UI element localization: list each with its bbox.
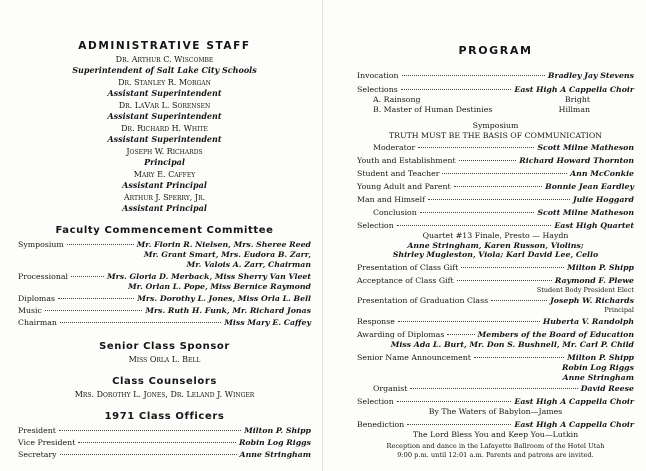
staff-name: Dr. Stanley R. Morgan (118, 78, 211, 87)
program-label: Senior Name Announcement (357, 353, 471, 362)
quartet-title: Quartet #13 Finale, Presto — Haydn (422, 231, 569, 240)
program-item-young-adult (357, 182, 634, 192)
program-value: Raymond F. Plewe (554, 275, 634, 285)
dot-leader (59, 430, 241, 431)
symposium-theme: TRUTH MUST BE THE BASIS OF COMMUNICATION (388, 131, 603, 140)
committee-role: Diplomas (18, 294, 55, 303)
program-value: Scott Milne Matheson (537, 143, 634, 152)
dot-leader (78, 442, 236, 443)
dot-leader (418, 147, 534, 148)
committee-members: Mrs. Dorothy L. Jones, Miss Orla L. Bell (137, 294, 311, 303)
selection-item (357, 95, 634, 105)
reception-note: Reception and dance in the Lafayette Ballroom of the Hotel Utah (386, 442, 605, 450)
program-item-invocation (357, 71, 634, 81)
selection-item (357, 105, 634, 115)
program-item-selections (357, 85, 634, 95)
staff-name: Joseph W. Richards (126, 147, 203, 156)
dot-leader (428, 199, 570, 200)
program-value: East High A Cappella Choir (514, 397, 634, 406)
program-value-title: Principal (604, 305, 634, 314)
dot-leader (461, 267, 564, 268)
program-label: Moderator (373, 143, 416, 152)
committee-row-processional (18, 272, 311, 282)
dot-leader (401, 89, 512, 90)
committee-row-music (18, 306, 311, 316)
dot-leader (397, 401, 512, 402)
selection-composer: Bright (564, 95, 590, 104)
staff-entry (18, 101, 311, 121)
staff-entry (18, 124, 311, 144)
benediction-song: The Lord Bless You and Keep You—Lutkin (412, 430, 579, 439)
staff-entry (18, 55, 311, 75)
program-value-cont: Miss Ada L. Burt, Mr. Don S. Bushnell, Mr. Carl P. Child (390, 339, 634, 349)
dot-leader (410, 388, 577, 389)
program-label: Acceptance of Class Gift (357, 275, 454, 285)
committee-row-symposium (18, 240, 311, 250)
staff-entry (18, 193, 311, 213)
selection-composer: Hillman (558, 104, 590, 114)
program-value-cont: Robin Log Riggs (561, 363, 634, 372)
staff-title: Assistant Principal (122, 180, 207, 190)
program-value-title: Student Body President Elect (536, 285, 634, 294)
program-item-graduation-class (357, 296, 634, 306)
program-label: Presentation of Graduation Class (357, 295, 489, 305)
admin-heading: ADMINISTRATIVE STAFF (78, 40, 251, 52)
dot-leader (67, 244, 134, 245)
program-label: Invocation (357, 71, 399, 80)
officers-list (18, 426, 311, 460)
dot-leader (45, 310, 142, 311)
program-value-cont: Anne Stringham (562, 372, 634, 382)
program-value: Bradley Jay Stevens (547, 71, 634, 80)
program-value: Richard Howard Thornton (519, 156, 634, 165)
program-item-selection (357, 221, 634, 231)
dot-leader (491, 300, 547, 301)
selection-title: B. Master of Human Destinies (373, 104, 493, 114)
staff-entry (18, 170, 311, 190)
committee-role: Chairman (18, 318, 57, 327)
dot-leader (447, 334, 474, 335)
program-item-youth (357, 156, 634, 166)
staff-title: Assistant Principal (122, 203, 207, 213)
staff-entry (18, 147, 311, 167)
dot-leader (474, 357, 564, 358)
program-item-response (357, 317, 634, 327)
program-heading: PROGRAM (458, 44, 533, 57)
program-value: East High A Cappella Choir (514, 420, 634, 429)
committee-members: Mrs. Ruth H. Funk, Mr. Richard Jonas (145, 306, 311, 315)
counselors-heading: Class Counselors (112, 376, 217, 387)
staff-name: Arthur J. Sperry, Jr. (123, 193, 206, 202)
program-value: Members of the Board of Education (477, 329, 634, 339)
selection-title: A. Rainsong (373, 95, 421, 104)
committee-row-diplomas (18, 294, 311, 304)
officer-row (18, 438, 311, 448)
program-item-senior-names (357, 353, 634, 363)
officer-role: President (18, 426, 56, 435)
program-label: Youth and Establishment (357, 156, 456, 165)
program-item-conclusion (357, 208, 634, 218)
officer-row (18, 450, 311, 460)
program-item-student (357, 169, 634, 179)
program-value: East High A Cappella Choir (514, 85, 634, 94)
staff-name: Dr. Arthur C. Wiscombe (115, 55, 214, 64)
staff-name: Mary E. Caffey (133, 170, 196, 179)
officer-name: Milton P. Shipp (244, 426, 311, 435)
program-item-diplomas (357, 330, 634, 340)
officer-role: Secretary (18, 450, 57, 459)
committee-role: Processional (18, 272, 69, 281)
quartet-players: Shirley Mugleston, Viola; Karl David Lee, Cello (392, 250, 599, 259)
program-value: Milton P. Shipp (567, 353, 634, 362)
program-label: Response (357, 316, 395, 326)
committee-role: Symposium (18, 240, 64, 249)
dot-leader (407, 424, 511, 425)
symposium-label: Symposium (472, 121, 519, 130)
committee-members-cont: Mr. Valois A. Zarr, Chairman (186, 260, 311, 269)
dot-leader (454, 186, 543, 187)
program-value: Joseph W. Richards (550, 295, 634, 305)
dot-leader (397, 225, 552, 226)
program-value: East High Quartet (554, 221, 634, 230)
program-item-man (357, 195, 634, 205)
officers-heading: 1971 Class Officers (104, 411, 225, 422)
dot-leader (58, 298, 134, 299)
sponsor-name: Miss Orla L. Bell (128, 355, 201, 364)
sponsor-heading: Senior Class Sponsor (99, 341, 230, 352)
program-value: Scott Milne Matheson (537, 208, 634, 217)
committee-members-cont: Mr. Orlan L. Pope, Miss Bernice Raymond (128, 282, 311, 291)
program-value: David Reese (580, 384, 634, 393)
program-item-selection-2 (357, 397, 634, 407)
dot-leader (459, 160, 517, 161)
program-label: Selection (357, 221, 394, 230)
program-item-accept-gift (357, 276, 634, 286)
committee-members: Miss Mary E. Caffey (224, 318, 311, 327)
program-value: Ann McConkie (570, 169, 634, 178)
committee-members-cont: Mr. Grant Smart, Mrs. Eudora B. Zarr, (143, 250, 311, 259)
program-value: Bonnie Jean Eardley (545, 182, 634, 191)
staff-title: Assistant Superintendent (107, 88, 222, 98)
counselors-names: Mrs. Dorothy L. Jones, Dr. Leland J. Winger (74, 390, 255, 399)
dot-leader (402, 75, 545, 76)
staff-name: Dr. Richard H. White (121, 124, 208, 133)
dot-leader (442, 173, 567, 174)
committee-members: Mrs. Gloria D. Merback, Miss Sherry Van Vleet (106, 272, 311, 281)
committee-list (18, 240, 311, 328)
dot-leader (457, 280, 552, 281)
program-label: Man and Himself (357, 195, 425, 204)
program-label: Presentation of Class Gift (357, 262, 459, 272)
program-label: Conclusion (373, 208, 417, 217)
officer-row (18, 426, 311, 436)
committee-role: Music (18, 306, 42, 315)
program-label: Awarding of Diplomas (357, 329, 445, 339)
dot-leader (420, 212, 535, 213)
staff-title: Assistant Superintendent (107, 134, 222, 144)
right-page (323, 0, 646, 471)
program-item-moderator (357, 143, 634, 153)
program-item-benediction (357, 420, 634, 430)
committee-members: Mr. Florin R. Nielsen, Mrs. Sheree Reed (136, 240, 311, 249)
committee-row-chairman (18, 318, 311, 328)
selection-song: By The Waters of Babylon—James (428, 407, 563, 416)
reception-note: 9:00 p.m. until 12:01 a.m. Parents and patrons are invited. (397, 450, 594, 459)
officer-name: Anne Stringham (239, 450, 311, 459)
dot-leader (398, 321, 540, 322)
program-value: Huberta V. Randolph (542, 316, 634, 326)
officer-name: Robin Log Riggs (238, 438, 311, 447)
program-label: Selections (357, 85, 398, 94)
program-value: Julie Hoggard (572, 195, 634, 204)
staff-title: Principal (144, 157, 185, 167)
admin-staff-list (18, 55, 311, 213)
quartet-players: Anne Stringham, Karen Russon, Violins; (407, 240, 584, 250)
staff-name: Dr. LaVar L. Sorensen (118, 101, 211, 110)
officer-role: Vice President (18, 438, 76, 447)
program-label: Selection (357, 397, 394, 406)
program-value: Milton P. Shipp (567, 262, 634, 272)
committee-heading: Faculty Commencement Committee (55, 225, 274, 236)
staff-entry (18, 78, 311, 98)
staff-title: Assistant Superintendent (107, 111, 222, 121)
dot-leader (71, 276, 104, 277)
program-item-organist (357, 384, 634, 394)
program-item-class-gift (357, 263, 634, 273)
program-label: Young Adult and Parent (357, 182, 451, 191)
program-label: Organist (373, 384, 408, 393)
dot-leader (60, 454, 237, 455)
program-label: Benediction (357, 420, 405, 429)
program-label: Student and Teacher (357, 169, 440, 178)
staff-title: Superintendent of Salt Lake City Schools (72, 65, 257, 75)
dot-leader (60, 322, 221, 323)
